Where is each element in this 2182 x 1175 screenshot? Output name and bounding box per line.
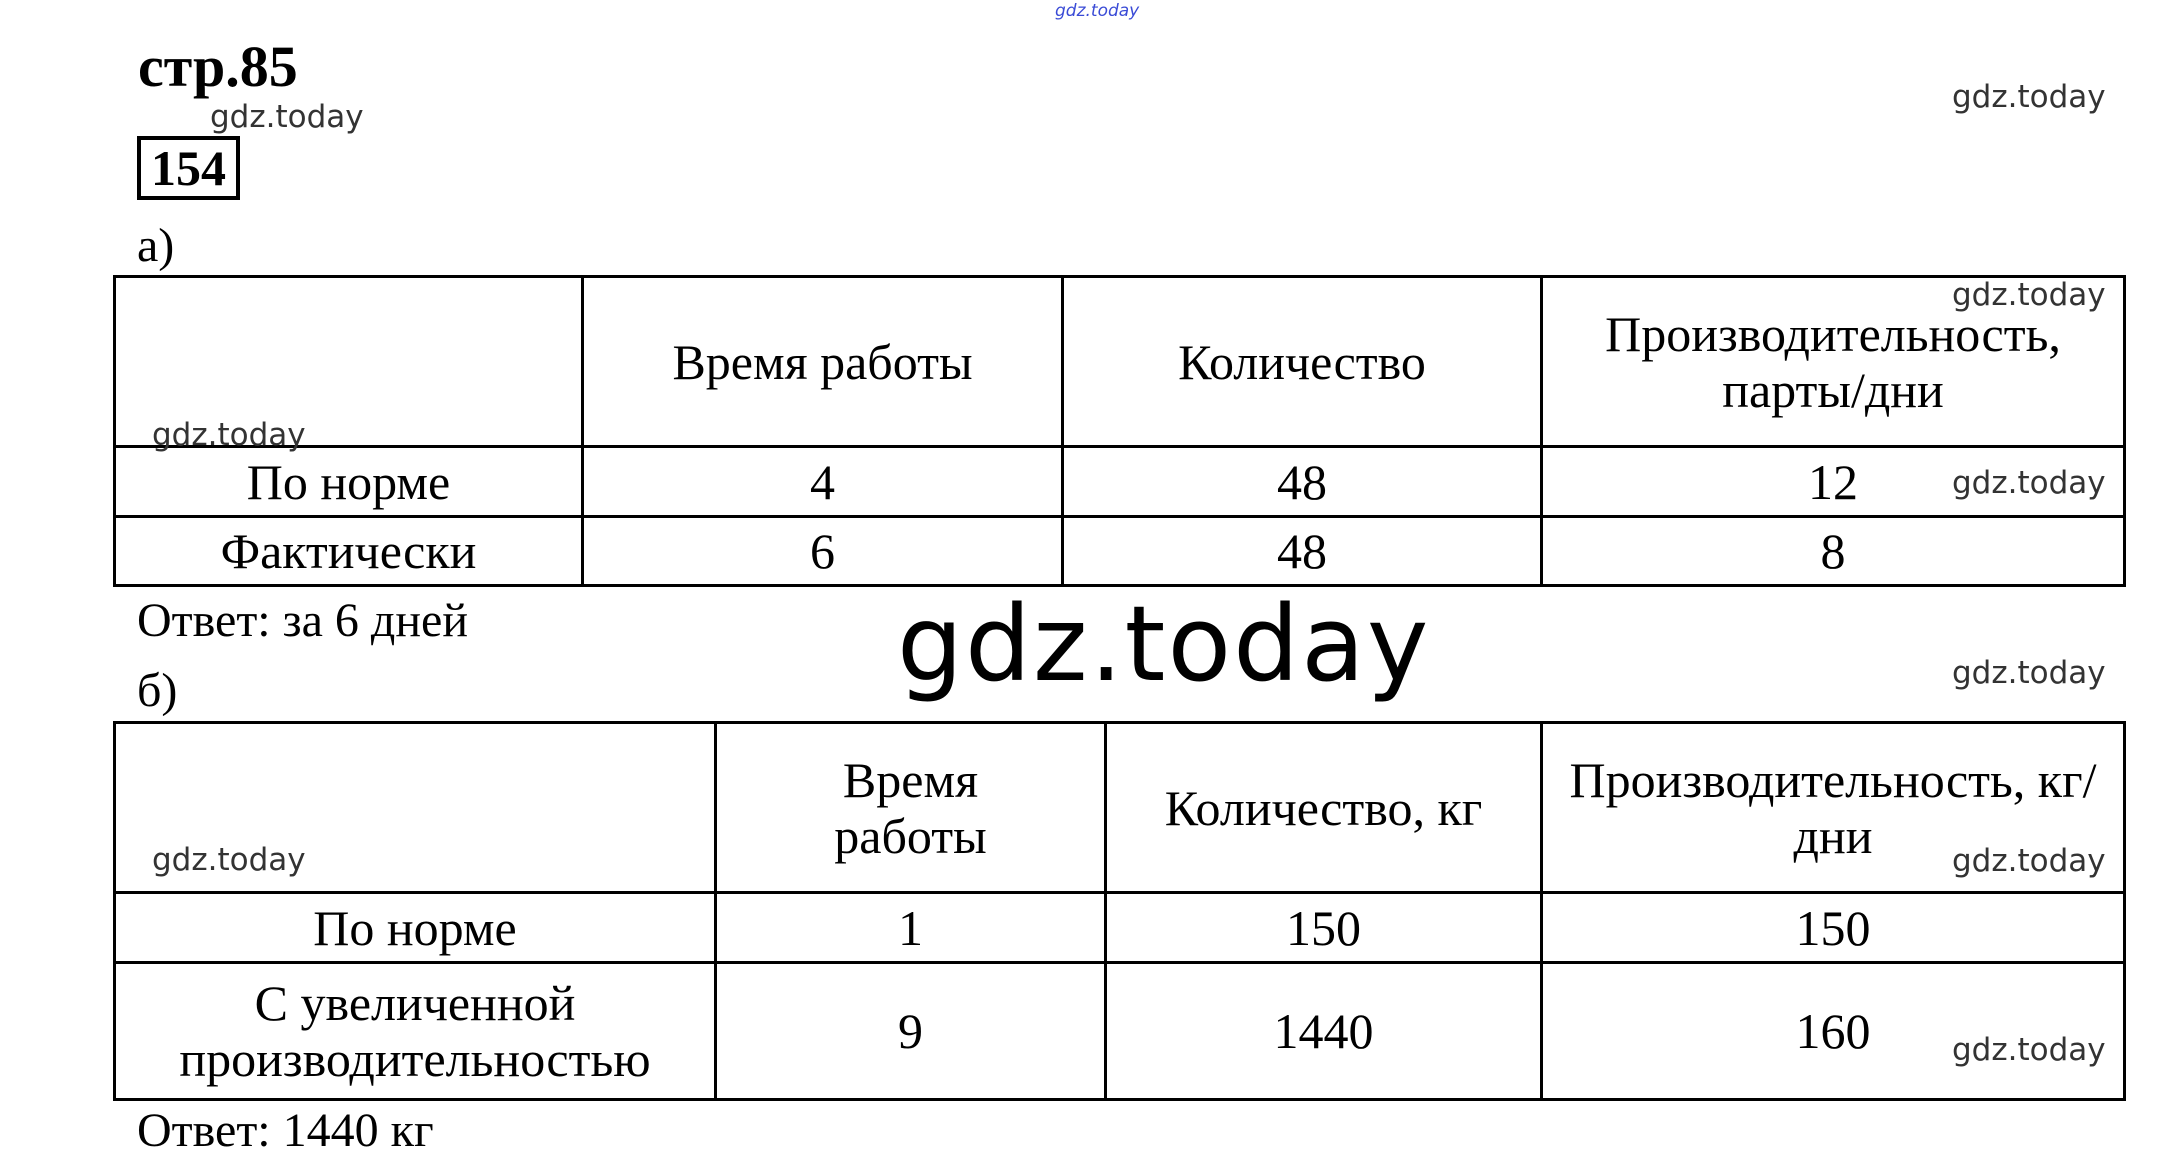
cell-value: 160 <box>1542 963 2125 1100</box>
header-cell-productivity: Производительность, парты/дни <box>1542 277 2125 447</box>
header-cell-quantity: Количество, кг <box>1106 723 1542 893</box>
watermark: gdz.today <box>210 99 364 135</box>
cell-value: 9 <box>716 963 1106 1100</box>
header-cell-quantity: Количество <box>1063 277 1542 447</box>
answer-part-a: Ответ: за 6 дней <box>137 594 469 647</box>
table-row <box>115 963 2125 1100</box>
cell-value: 12 <box>1542 447 2125 517</box>
header-cell-productivity: Производительность, кг/дни <box>1542 723 2125 893</box>
table-header-row <box>115 723 2125 893</box>
row-label: По норме <box>115 447 583 517</box>
header-cell-time: Время работы <box>583 277 1063 447</box>
cell-value: 6 <box>583 517 1063 586</box>
table-row <box>115 517 2125 586</box>
row-label: Фактически <box>115 517 583 586</box>
watermark: gdz.today <box>1952 655 2106 691</box>
header-text: Время работы <box>834 751 987 864</box>
cell-value: 1440 <box>1106 963 1542 1100</box>
table-row <box>115 447 2125 517</box>
part-a-label: а) <box>137 219 175 272</box>
table-part-b <box>113 721 2126 1101</box>
cell-value: 150 <box>1106 893 1542 963</box>
cell-value: 48 <box>1063 447 1542 517</box>
watermark-large: gdz.today <box>897 583 1431 705</box>
watermark: gdz.today <box>152 417 306 453</box>
cell-value: 48 <box>1063 517 1542 586</box>
watermark: gdz.today <box>1952 79 2106 115</box>
watermark: gdz.today <box>1952 465 2106 501</box>
cell-value: 8 <box>1542 517 2125 586</box>
watermark: gdz.today <box>1952 277 2106 313</box>
part-b-label: б) <box>137 664 178 717</box>
cell-value: 150 <box>1542 893 2125 963</box>
table-header-row <box>115 277 2125 447</box>
answer-part-b: Ответ: 1440 кг <box>137 1104 434 1157</box>
watermark: gdz.today <box>1952 843 2106 879</box>
watermark-top: gdz.today <box>1055 1 1140 21</box>
table-row <box>115 893 2125 963</box>
row-label: С увеличенной производительностью <box>115 963 716 1100</box>
task-number-box: 154 <box>137 136 240 200</box>
header-cell-time <box>716 723 1106 893</box>
page-title: стр.85 <box>138 34 298 99</box>
cell-value: 4 <box>583 447 1063 517</box>
watermark: gdz.today <box>152 842 306 878</box>
watermark: gdz.today <box>1952 1032 2106 1068</box>
cell-value: 1 <box>716 893 1106 963</box>
row-label: По норме <box>115 893 716 963</box>
table-part-a <box>113 275 2126 587</box>
